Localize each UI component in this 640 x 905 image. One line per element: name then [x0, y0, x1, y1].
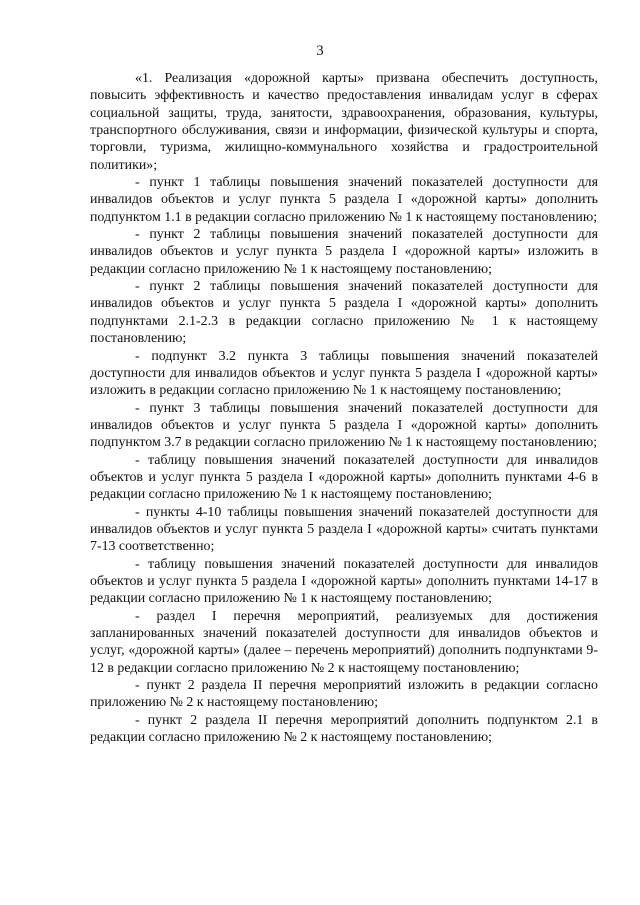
amendment-item: - подпункт 3.2 пункта 3 таблицы повышения значений показателей доступности для инвалидов объектов и услуг пункта 5 раздела I «дорожной карты» изложить в редакции согласно приложению № 1 к настоящему постановлению; [90, 348, 598, 399]
amendment-item: - пункт 2 таблицы повышения значений показателей доступности для инвалидов объектов и услуг пункта 5 раздела I «дорожной карты» изложить в редакции согласно приложению № 1 к настоящему постановлению; [90, 227, 598, 277]
amendment-item: - пункт 1 таблицы повышения значений показателей доступности для инвалидов объектов и услуг пункта 5 раздела I «дорожной карты» дополнить подпунктом 1.1 в редакции согласно приложению № 1 к настоящему постановлению; [90, 175, 598, 225]
amendment-item: - пункты 4-10 таблицы повышения значений показателей доступности для инвалидов объектов и услуг пункта 5 раздела I «дорожной карты» считать пунктами 7-13 соответственно; [90, 504, 598, 555]
amendment-item: - пункт 2 раздела II перечня мероприятий изложить в редакции согласно приложению № 2 к настоящему постановлению; [90, 678, 598, 711]
document-body [90, 70, 598, 746]
amendment-item: - раздел I перечня мероприятий, реализуемых для достижения запланированных значений показателей доступности для инвалидов объектов и услуг, «дорожной карты» (далее – перечень мероприятий) дополнить подпунктами 9-12 в редакции согласно приложению № 2 к настоящему постановлению; [90, 608, 598, 676]
amendment-item: - пункт 3 таблицы повышения значений показателей доступности для инвалидов объектов и услуг пункта 5 раздела I «дорожной карты» дополнить подпунктом 3.7 в редакции согласно приложению № 1 к настоящему постановлению; [90, 400, 598, 451]
amendment-item: - пункт 2 раздела II перечня мероприятий дополнить подпунктом 2.1 в редакции согласно приложению № 2 к настоящему постановлению; [90, 712, 598, 746]
amendment-item: - таблицу повышения значений показателей доступности для инвалидов объектов и услуг пункта 5 раздела I «дорожной карты» дополнить пунктами 14-17 в редакции согласно приложению № 1 к настоящему постановлению; [90, 556, 598, 607]
page-number: 3 [316, 43, 324, 59]
amendment-item: - пункт 2 таблицы повышения значений показателей доступности для инвалидов объектов и услуг пункта 5 раздела I «дорожной карты» дополнить подпунктами 2.1-2.3 в редакции согласно приложению № 1 к настоящему постановлению; [90, 279, 598, 347]
amendment-item: - таблицу повышения значений показателей доступности для инвалидов объектов и услуг пункта 5 раздела I «дорожной карты» дополнить пунктами 4-6 в редакции согласно приложению № 1 к настоящему постановлению; [90, 452, 598, 503]
intro-paragraph: «1. Реализация «дорожной карты» призвана обеспечить доступность, повысить эффективность и качество предоставления инвалидам услуг в сферах социальной защиты, труда, занятости, здравоохранения, образования, культуры, транспортного обслуживания, связи и информации, физической культуры и спорта, торговли, туризма, жилищно-коммунального хозяйства и градостроительной политики»; [90, 71, 598, 173]
